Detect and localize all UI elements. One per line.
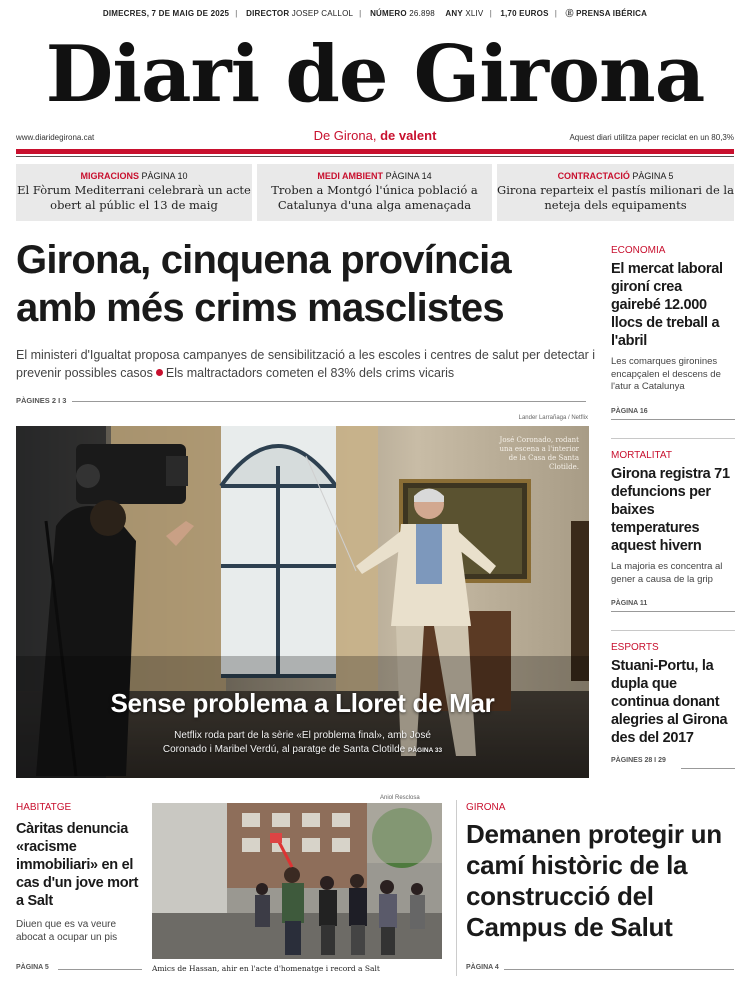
story-summary: Les comarques gironines encapçalen el descens de l'atur a Catalunya [611, 356, 721, 392]
main-photo-illustration [16, 426, 589, 778]
lead-subheadline: El ministeri d'Igualtat proposa campanyes de sensibilització a les escoles i centres de salut per detectar i prevenir possibles casos Els maltractadors cometen el 83% dels crims vicaris [16, 348, 596, 380]
publisher-logo-icon: Ⓔ [565, 9, 574, 18]
story-page: PÀGINA 11 [611, 600, 735, 607]
publisher: Ⓔ PRENSA IBÉRICA [565, 9, 648, 18]
habitatge-rule [58, 969, 142, 970]
story-headline[interactable]: Stuani-Portu, la dupla que continua donant alegries al Girona des del 2017 [611, 658, 728, 746]
main-photo[interactable] [16, 426, 589, 778]
column-divider [456, 800, 457, 976]
story-summary: La majoria es concentra al gener a causa de la grip [611, 561, 723, 585]
masthead-logo[interactable]: Diari de Girona [45, 29, 705, 120]
director-name: JOSEP CALLOL [291, 9, 354, 18]
section-label: ESPORTS [611, 642, 659, 653]
photo-subheadline: Netflix roda part de la sèrie «El problema final», amb José Coronado i Maribel Verdú, al paratge de Santa Clotilde PÀGINA 33 [162, 730, 443, 755]
girona-section-label: GIRONA [466, 802, 506, 813]
teaser-medi-ambient[interactable]: MEDI AMBIENT PÀGINA 14 Troben a Montgó l'única població a Catalunya d'una alga amenaçada [257, 164, 492, 221]
photo-headline[interactable]: Sense problema a Lloret de Mar [110, 688, 495, 718]
salt-photo-caption: Amics de Hassan, ahir en l'acte d'homenatge i record a Salt [152, 964, 380, 973]
teaser-migracions[interactable]: MIGRACIONS PÀGINA 10 El Fòrum Mediterrani celebrarà un acte obert al públic el 13 de maig [16, 164, 252, 221]
section-label: MORTALITAT [611, 450, 672, 461]
girona-headline[interactable]: Demanen protegir un camí històric de la construcció del Campus de Salut [466, 819, 722, 942]
photo-credit: Lander Larrañaga / Netflix [518, 415, 588, 421]
sidebar-story-economia[interactable] [611, 245, 735, 415]
sidebar-divider [611, 438, 735, 439]
lead-rule [72, 401, 586, 402]
habitatge-page: PÀGINA 5 [16, 964, 49, 971]
price: 1,70 EUROS [500, 9, 549, 18]
section-label: ECONOMIA [611, 245, 666, 256]
masthead-red-rule [16, 149, 734, 154]
teaser-strip [16, 164, 734, 221]
habitatge-section-label: HABITATGE [16, 802, 72, 813]
subhead-bar [16, 130, 734, 144]
girona-page: PÀGINA 4 [466, 964, 499, 971]
girona-rule [504, 969, 734, 970]
lead-pages: PÀGINES 2 I 3 [16, 396, 67, 405]
story-page: PÀGINES 28 I 29 [611, 757, 735, 764]
motto: De Girona, de valent [313, 128, 437, 143]
sidebar-divider [611, 630, 735, 631]
website-link[interactable]: www.diaridegirona.cat [16, 133, 95, 142]
photo2-credit: Aniol Resclosa [380, 795, 420, 801]
salt-photo[interactable] [152, 803, 442, 959]
story-page: PÀGINA 16 [611, 408, 735, 415]
bullet-icon [156, 369, 163, 376]
issue-date: DIMECRES, 7 DE MAIG DE 2025 [102, 9, 230, 18]
issue-number: 26.898 [409, 9, 435, 18]
photo-caption: José Coronado, rodant una escena a l'interior de la Casa de Santa Clotilde. [499, 436, 579, 471]
issue-year: XLIV [465, 9, 484, 18]
sidebar-story-mortalitat[interactable] [611, 450, 735, 607]
salt-photo-illustration [152, 803, 442, 959]
top-info-line: DIMECRES, 7 DE MAIG DE 2025 | DIRECTOR JOSEP CALLOL | NÚMERO 26.898 ANY XLIV | 1,70 EUROS | Ⓔ PRENSA IBÉRICA [0, 8, 750, 19]
sidebar-story-esports[interactable] [611, 642, 735, 764]
teaser-contractacio[interactable]: CONTRACTACIÓ PÀGINA 5 Girona reparteix el pastís milionari de la neteja dels equipaments [497, 164, 734, 221]
habitatge-summary: Diuen que es va veure abocat a ocupar un pis [16, 919, 118, 943]
habitatge-headline[interactable]: Càritas denuncia «racisme immobiliari» en el cas d'un jove mort a Salt [16, 821, 139, 909]
story-headline[interactable]: Girona registra 71 defuncions per baixes temperatures aquest hivern [611, 466, 730, 554]
recycle-note: Aquest diari utilitza paper reciclat en un 80,3% [569, 133, 734, 142]
lead-headline[interactable]: Girona, cinquena província amb més crims masclistes [16, 238, 511, 330]
story-headline[interactable]: El mercat laboral gironí crea gairebé 12.000 llocs de treball a l'abril [611, 261, 723, 349]
masthead-thin-rule [16, 156, 734, 157]
